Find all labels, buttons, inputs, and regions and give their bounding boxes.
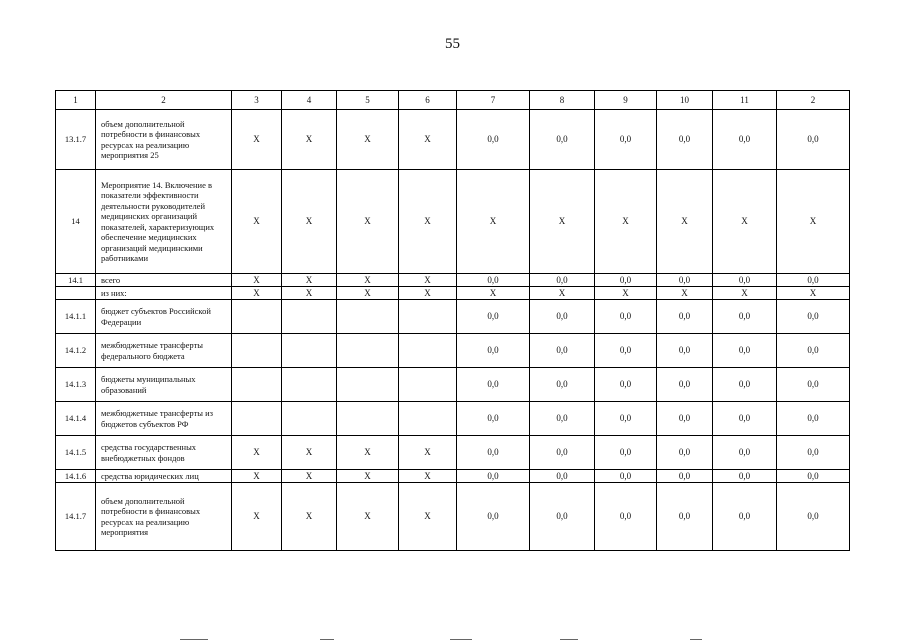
value-cell: 0,0 (530, 110, 595, 170)
value-cell: 0,0 (657, 436, 713, 470)
column-header: 3 (232, 91, 282, 110)
row-label: всего (96, 274, 232, 287)
value-cell: X (777, 170, 850, 274)
value-cell: 0,0 (595, 470, 657, 483)
value-cell: X (232, 110, 282, 170)
value-cell: X (282, 274, 337, 287)
value-cell: X (282, 170, 337, 274)
value-cell: X (232, 470, 282, 483)
column-header: 1 (56, 91, 96, 110)
column-header: 4 (282, 91, 337, 110)
value-cell (399, 402, 457, 436)
value-cell: 0,0 (777, 300, 850, 334)
value-cell: X (399, 436, 457, 470)
value-cell: X (399, 470, 457, 483)
value-cell: X (399, 170, 457, 274)
row-number: 14 (56, 170, 96, 274)
value-cell: 0,0 (595, 110, 657, 170)
column-header: 6 (399, 91, 457, 110)
value-cell (399, 334, 457, 368)
value-cell: X (399, 287, 457, 300)
value-cell: X (232, 436, 282, 470)
value-cell: X (337, 170, 399, 274)
row-label: межбюджетные трансферты федерального бюджета (96, 334, 232, 368)
value-cell: 0,0 (777, 436, 850, 470)
value-cell: 0,0 (530, 368, 595, 402)
table-row (56, 300, 850, 334)
value-cell: 0,0 (457, 483, 530, 551)
value-cell: X (282, 483, 337, 551)
row-number: 14.1.7 (56, 483, 96, 551)
value-cell: X (657, 170, 713, 274)
table-row (56, 274, 850, 287)
value-cell: X (337, 287, 399, 300)
value-cell (232, 368, 282, 402)
value-cell: 0,0 (657, 300, 713, 334)
column-header: 11 (713, 91, 777, 110)
value-cell: 0,0 (713, 334, 777, 368)
value-cell: 0,0 (530, 402, 595, 436)
row-number: 14.1.1 (56, 300, 96, 334)
value-cell: 0,0 (595, 300, 657, 334)
value-cell: 0,0 (657, 274, 713, 287)
value-cell: 0,0 (595, 402, 657, 436)
value-cell: 0,0 (657, 470, 713, 483)
value-cell: 0,0 (457, 274, 530, 287)
value-cell: X (337, 483, 399, 551)
value-cell: X (713, 287, 777, 300)
value-cell: X (530, 287, 595, 300)
value-cell: 0,0 (457, 300, 530, 334)
table-row (56, 334, 850, 368)
value-cell: 0,0 (595, 274, 657, 287)
value-cell: 0,0 (457, 402, 530, 436)
value-cell: 0,0 (530, 274, 595, 287)
row-number: 14.1 (56, 274, 96, 287)
value-cell: X (282, 110, 337, 170)
value-cell: 0,0 (657, 483, 713, 551)
column-header: 2 (96, 91, 232, 110)
value-cell (282, 300, 337, 334)
value-cell: X (232, 287, 282, 300)
value-cell: 0,0 (713, 470, 777, 483)
value-cell: X (399, 274, 457, 287)
scan-edge-marks (0, 634, 905, 640)
row-label: средства государственных внебюджетных фондов (96, 436, 232, 470)
value-cell: 0,0 (457, 436, 530, 470)
table-row (56, 110, 850, 170)
value-cell (232, 334, 282, 368)
value-cell: 0,0 (530, 483, 595, 551)
value-cell: X (657, 287, 713, 300)
table-row (56, 436, 850, 470)
header-row (56, 91, 850, 110)
value-cell: 0,0 (530, 334, 595, 368)
value-cell: 0,0 (777, 334, 850, 368)
value-cell (282, 402, 337, 436)
row-label: Мероприятие 14. Включение в показатели эффективности деятельности руководителей медицинских организаций показателей, характеризующих обеспечение медицинских организаций медицинскими работниками (96, 170, 232, 274)
value-cell: X (232, 170, 282, 274)
row-number: 14.1.6 (56, 470, 96, 483)
row-label: из них: (96, 287, 232, 300)
value-cell (337, 368, 399, 402)
value-cell: 0,0 (457, 470, 530, 483)
value-cell: 0,0 (777, 110, 850, 170)
value-cell (337, 334, 399, 368)
value-cell: 0,0 (657, 334, 713, 368)
value-cell: 0,0 (457, 110, 530, 170)
value-cell: 0,0 (777, 368, 850, 402)
value-cell: 0,0 (657, 368, 713, 402)
value-cell: 0,0 (457, 368, 530, 402)
value-cell: X (282, 287, 337, 300)
column-header: 10 (657, 91, 713, 110)
table-row (56, 483, 850, 551)
budget-table (55, 90, 850, 551)
column-header: 9 (595, 91, 657, 110)
table-row (56, 170, 850, 274)
value-cell: X (399, 110, 457, 170)
row-number: 14.1.3 (56, 368, 96, 402)
value-cell (337, 300, 399, 334)
value-cell (337, 402, 399, 436)
value-cell: 0,0 (530, 300, 595, 334)
value-cell: X (337, 110, 399, 170)
value-cell: X (457, 170, 530, 274)
row-label: объем дополнительной потребности в финансовых ресурсах на реализацию мероприятия 25 (96, 110, 232, 170)
value-cell (399, 368, 457, 402)
value-cell (282, 334, 337, 368)
value-cell: X (337, 436, 399, 470)
value-cell: X (595, 287, 657, 300)
value-cell: 0,0 (657, 402, 713, 436)
value-cell: 0,0 (713, 274, 777, 287)
value-cell: 0,0 (595, 436, 657, 470)
value-cell: 0,0 (530, 436, 595, 470)
value-cell: 0,0 (713, 300, 777, 334)
row-number: 14.1.5 (56, 436, 96, 470)
value-cell (282, 368, 337, 402)
value-cell: 0,0 (777, 483, 850, 551)
value-cell: X (232, 483, 282, 551)
value-cell: X (337, 470, 399, 483)
value-cell: 0,0 (530, 470, 595, 483)
value-cell (232, 402, 282, 436)
value-cell: 0,0 (595, 368, 657, 402)
value-cell: X (777, 287, 850, 300)
value-cell: X (595, 170, 657, 274)
value-cell: 0,0 (713, 402, 777, 436)
value-cell: 0,0 (713, 368, 777, 402)
value-cell: 0,0 (713, 483, 777, 551)
value-cell: 0,0 (595, 483, 657, 551)
value-cell: X (282, 436, 337, 470)
column-header: 8 (530, 91, 595, 110)
value-cell: 0,0 (777, 470, 850, 483)
row-label: бюджеты муниципальных образований (96, 368, 232, 402)
value-cell: 0,0 (713, 110, 777, 170)
value-cell: X (399, 483, 457, 551)
column-header: 7 (457, 91, 530, 110)
value-cell: 0,0 (457, 334, 530, 368)
column-header: 2 (777, 91, 850, 110)
row-number (56, 287, 96, 300)
value-cell: 0,0 (595, 334, 657, 368)
value-cell: 0,0 (777, 274, 850, 287)
value-cell: X (232, 274, 282, 287)
row-label: межбюджетные трансферты из бюджетов субъектов РФ (96, 402, 232, 436)
value-cell: X (457, 287, 530, 300)
row-label: средства юридических лиц (96, 470, 232, 483)
table-row (56, 402, 850, 436)
column-header: 5 (337, 91, 399, 110)
value-cell: 0,0 (657, 110, 713, 170)
table-row (56, 470, 850, 483)
row-number: 13.1.7 (56, 110, 96, 170)
table-row (56, 368, 850, 402)
row-number: 14.1.4 (56, 402, 96, 436)
row-label: объем дополнительной потребности в финансовых ресурсах на реализацию мероприятия (96, 483, 232, 551)
value-cell (232, 300, 282, 334)
row-label: бюджет субъектов Российской Федерации (96, 300, 232, 334)
page-number: 55 (445, 36, 460, 52)
value-cell: X (530, 170, 595, 274)
row-number: 14.1.2 (56, 334, 96, 368)
value-cell: X (337, 274, 399, 287)
value-cell (399, 300, 457, 334)
value-cell: X (713, 170, 777, 274)
value-cell: X (282, 470, 337, 483)
value-cell: 0,0 (777, 402, 850, 436)
table-row (56, 287, 850, 300)
value-cell: 0,0 (713, 436, 777, 470)
